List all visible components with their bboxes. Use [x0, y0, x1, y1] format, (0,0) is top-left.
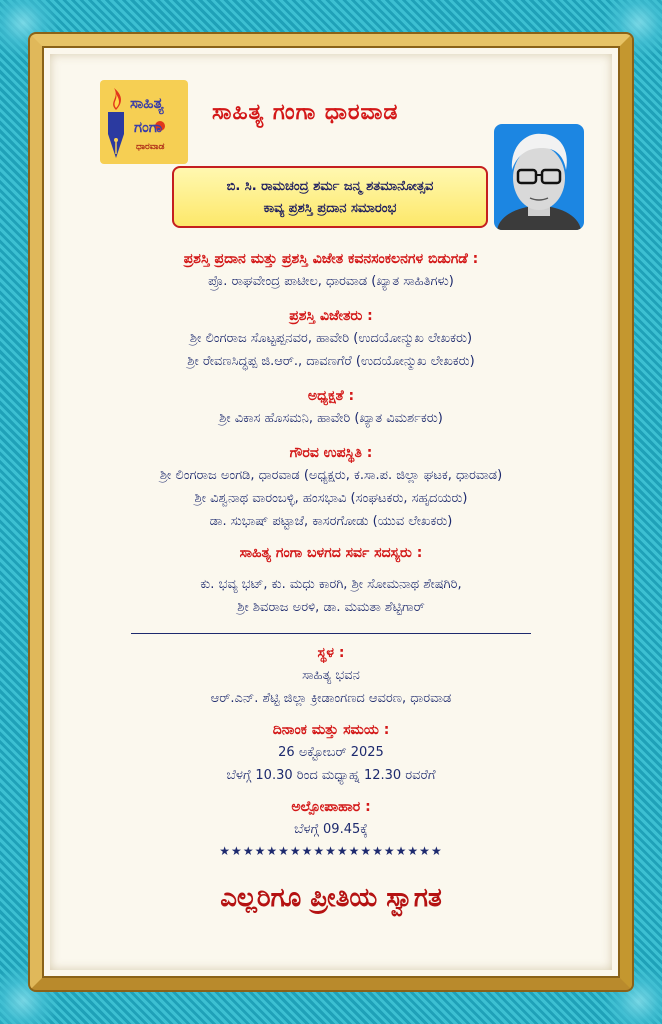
welcome-message: ಎಲ್ಲರಿಗೂ ಪ್ರೀತಿಯ ಸ್ವಾಗತ: [220, 883, 442, 913]
logo-text-ganga: ಗಂಗಾ: [134, 118, 163, 136]
guests-heading: ಗೌರವ ಉಪಸ್ಥಿತಿ :: [289, 445, 373, 461]
portrait-image: [494, 124, 584, 230]
logo-text-sahitya: ಸಾಹಿತ್ಯ: [130, 94, 164, 112]
members-line: ಕು. ಭವ್ಯ ಭಟ್, ಕು. ಮಧು ಕಾರಗಿ, ಶ್ರೀ ಸೋಮನಾಥ ಶೇಷಗಿರಿ,: [200, 577, 462, 592]
breakfast-time: ಬೆಳಗ್ಗೆ 09.45ಕ್ಕೆ: [294, 822, 368, 837]
breakfast-heading: ಅಲ್ಪೋಪಾಹಾರ :: [291, 799, 371, 815]
section-divider: [131, 633, 531, 634]
release-heading: ಪ್ರಶಸ್ತಿ ಪ್ರದಾನ ಮತ್ತು ಪ್ರಶಸ್ತಿ ವಿಜೇತ ಕವನಸಂಕಲನಗಳ ಬಿಡುಗಡೆ :: [183, 251, 479, 267]
program-details: [60, 248, 602, 915]
president-person: ಶ್ರೀ ವಿಕಾಸ ಹೊಸಮನಿ, ಹಾವೇರಿ (ಖ್ಯಾತ ವಿಮರ್ಶಕರು): [219, 411, 443, 426]
winners-heading: ಪ್ರಶಸ್ತಿ ವಿಜೇತರು :: [289, 308, 373, 324]
members-line: ಶ್ರೀ ಶಿವರಾಜ ಅರಳಿ, ಡಾ. ಮಮತಾ ಶೆಟ್ಟಿಗಾರ್: [237, 600, 425, 615]
release-person: ಪ್ರೊ. ರಾಘವೇಂದ್ರ ಪಾಟೀಲ, ಧಾರವಾಡ (ಖ್ಯಾತ ಸಾಹಿತಿಗಳು): [208, 274, 454, 289]
star-divider: ★★★★★★★★★★★★★★★★★★★: [219, 844, 443, 858]
venue-name: ಸಾಹಿತ್ಯ ಭವನ: [302, 668, 360, 683]
venue-address: ಆರ್.ಎನ್. ಶೆಟ್ಟಿ ಜಿಲ್ಲಾ ಕ್ರೀಡಾಂಗಣದ ಆವರಣ, ಧಾರವಾಡ: [210, 691, 452, 706]
sahitya-ganga-logo: [100, 80, 188, 164]
guest-item: ಡಾ. ಸುಭಾಷ್ ಪಟ್ಟಾಜೆ, ಕಾಸರಗೋಡು (ಯುವ ಲೇಖಕರು): [209, 514, 453, 529]
venue-heading: ಸ್ಥಳ :: [317, 645, 345, 661]
president-heading: ಅಧ್ಯಕ್ಷತೆ :: [307, 388, 355, 404]
winner-item: ಶ್ರೀ ಲಿಂಗರಾಜ ಸೊಟ್ಟಪ್ಪನವರ, ಹಾವೇರಿ (ಉದಯೋನ್ಮುಖ ಲೇಖಕರು): [189, 331, 473, 346]
event-date: 26 ಅಕ್ಟೋಬರ್ 2025: [278, 745, 384, 760]
guest-item: ಶ್ರೀ ವಿಶ್ವನಾಥ ವಾರಂಬಳ್ಳಿ, ಹಂಸಭಾವಿ (ಸಂಘಟಕರು, ಸಹೃದಯರು): [194, 491, 468, 506]
event-time: ಬೆಳಗ್ಗೆ 10.30 ರಿಂದ ಮಧ್ಯಾಹ್ನ 12.30 ರವರೆಗೆ: [226, 768, 436, 783]
event-title-box: [172, 166, 488, 228]
datetime-heading: ದಿನಾಂಕ ಮತ್ತು ಸಮಯ :: [272, 722, 390, 738]
event-title-line1: ಬಿ. ಸಿ. ರಾಮಚಂದ್ರ ಶರ್ಮ ಜನ್ಮ ಶತಮಾನೋತ್ಸವ: [226, 179, 434, 194]
guest-item: ಶ್ರೀ ಲಿಂಗರಾಜ ಅಂಗಡಿ, ಧಾರವಾಡ (ಅಧ್ಯಕ್ಷರು, ಕ.ಸಾ.ಪ. ಜಿಲ್ಲಾ ಘಟಕ, ಧಾರವಾಡ): [159, 468, 503, 483]
event-title-line2: ಕಾವ್ಯ ಪ್ರಶಸ್ತಿ ಪ್ರದಾನ ಸಮಾರಂಭ: [263, 201, 397, 216]
winner-item: ಶ್ರೀ ರೇವಣಸಿದ್ಧಪ್ಪ ಜಿ.ಆರ್., ದಾವಣಗೆರೆ (ಉದಯೋನ್ಮುಖ ಲೇಖಕರು): [187, 354, 475, 369]
logo-text-dharwad: ಧಾರವಾಡ: [136, 142, 165, 152]
organization-title: ಸಾಹಿತ್ಯ ಗಂಗಾ ಧಾರವಾಡ: [212, 100, 399, 125]
members-heading: ಸಾಹಿತ್ಯ ಗಂಗಾ ಬಳಗದ ಸರ್ವ ಸದಸ್ಯರು :: [239, 545, 423, 561]
portrait-photo: [494, 124, 584, 230]
